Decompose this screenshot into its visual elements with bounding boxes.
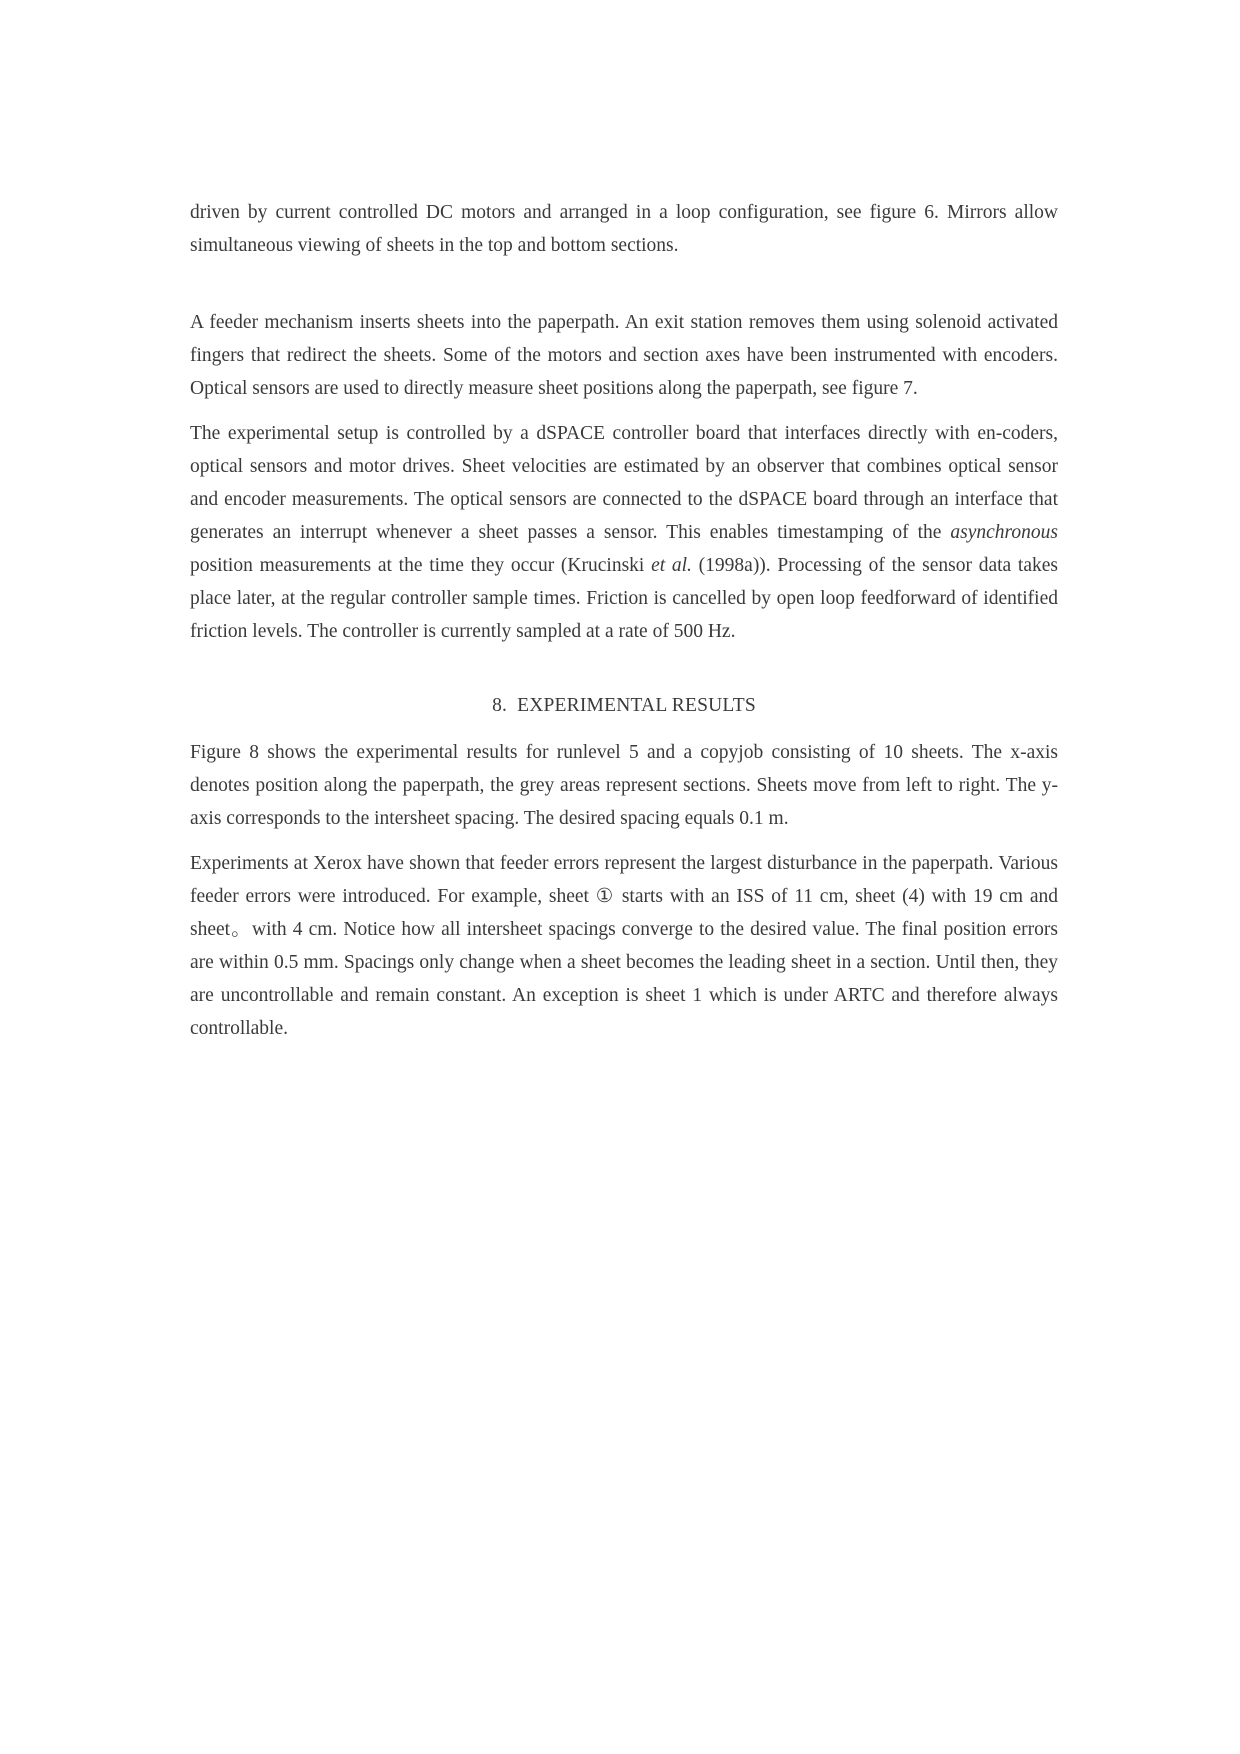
paragraph-4: Figure 8 shows the experimental results for runlevel 5 and a copyjob consisting of 10 sheets. The x-axis denotes position along the paperpath, the grey areas represent sections. Sheets move from left to right. The y-axis corresponds to the intersheet spacing. The desired spacing equals 0.1 m. [190, 742, 1058, 829]
paragraph-5: Experiments at Xerox have shown that feeder errors represent the largest disturbance in the paperpath. Various feeder errors were introduced. For example, sheet ① starts with an ISS of 11 cm, sheet (4) with 19 cm and sheet。with 4 cm. Notice how all intersheet spacings converge to the desired value. The final position errors are within 0.5 mm. Spacings only change when a sheet becomes the leading sheet in a section. Until then, they are uncontrollable and remain constant. An exception is sheet 1 which is under ARTC and therefore always controllable. [190, 853, 1058, 1039]
paragraph-3-text-b: position measurements at the time they occur (Krucinski [190, 555, 652, 576]
section-title: EXPERIMENTAL RESULTS [517, 695, 756, 716]
section-number: 8. [492, 695, 508, 716]
page-body [190, 196, 1058, 1045]
paragraph-3 [190, 417, 1058, 648]
paragraph-3-text-a: The experimental setup is controlled by a dSPACE controller board that interfaces directly with en-coders, optical sensors and motor drives. Sheet velocities are estimated by an observer that combines optical sensor and encoder measurements. The optical sensors are connected to the dSPACE board through an interface that generates an interrupt whenever a sheet passes a sensor. This enables timestamping of the [190, 423, 1058, 543]
paragraph-3-italic-etal: et al. [651, 555, 692, 576]
paragraph-3-italic-asynchronous: asynchronous [950, 522, 1058, 543]
section-heading [190, 689, 1058, 722]
paragraph-3-text-c: (1998a)). Processing of the sensor data takes place later, at the regular controller sample times. Friction is cancelled by open loop feedforward of identified friction levels. The controller is currently sampled at a rate of 500 Hz. [190, 555, 1058, 642]
paragraph-1: driven by current controlled DC motors and arranged in a loop configuration, see figure 6. Mirrors allow simultaneous viewing of sheets in the top and bottom sections. [190, 202, 1058, 256]
paragraph-2: A feeder mechanism inserts sheets into the paperpath. An exit station removes them using solenoid activated fingers that redirect the sheets. Some of the motors and section axes have been instrumented with encoders. Optical sensors are used to directly measure sheet positions along the paperpath, see figure 7. [190, 312, 1058, 399]
